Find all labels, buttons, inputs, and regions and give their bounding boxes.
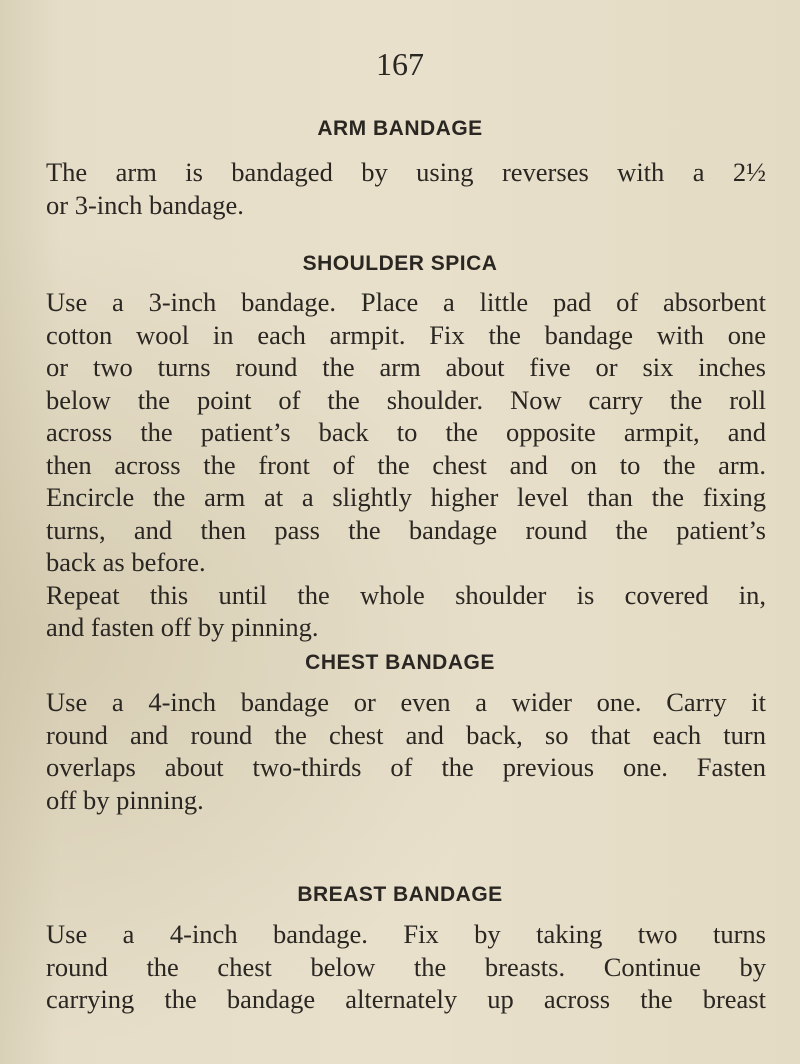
- heading-arm-bandage: ARM BANDAGE: [317, 117, 483, 140]
- text-line: off by pinning.: [46, 784, 204, 815]
- heading-breast-bandage: BREAST BANDAGE: [297, 883, 503, 906]
- text-line: below the point of the shoulder. Now carry the roll: [46, 384, 766, 415]
- text-line: Use a 4-inch bandage or even a wider one. Carry it: [46, 687, 766, 717]
- heading-shoulder-spica: SHOULDER SPICA: [302, 252, 498, 275]
- text-line: Repeat this until the whole shoulder is covered in,: [46, 579, 766, 610]
- text-line: turns, and then pass the bandage round the patient’s: [46, 514, 766, 545]
- text-line: or two turns round the arm about five or six inches: [46, 352, 766, 382]
- text-line: overlaps about two-thirds of the previous one. Fasten: [46, 752, 766, 782]
- text-line: cotton wool in each armpit. Fix the bandage with one: [46, 319, 766, 350]
- text-line: back as before.: [46, 547, 206, 577]
- paragraph-breast-bandage: [46, 918, 766, 1016]
- text-line: or 3-inch bandage.: [46, 189, 244, 220]
- text-line: round the chest below the breasts. Continue by: [46, 951, 766, 982]
- page-number: 167: [376, 46, 424, 82]
- text-line: The arm is bandaged by using reverses with a 2½: [46, 157, 766, 187]
- text-line: Use a 3-inch bandage. Place a little pad of absorbent: [46, 287, 766, 317]
- paragraph-arm-bandage: [46, 156, 766, 221]
- text-line: across the patient’s back to the opposite armpit, and: [46, 417, 766, 447]
- heading-chest-bandage: CHEST BANDAGE: [305, 651, 495, 674]
- text-line: Encircle the arm at a slightly higher level than the fixing: [46, 482, 766, 512]
- text-line: carrying the bandage alternately up across the breast: [46, 984, 766, 1014]
- paragraph-shoulder-spica: [46, 286, 766, 644]
- text-line: round and round the chest and back, so that each turn: [46, 719, 766, 750]
- text-line: then across the front of the chest and on to the arm.: [46, 449, 766, 480]
- text-line: Use a 4-inch bandage. Fix by taking two turns: [46, 919, 766, 949]
- text-line: and fasten off by pinning.: [46, 612, 319, 642]
- paragraph-chest-bandage: [46, 686, 766, 816]
